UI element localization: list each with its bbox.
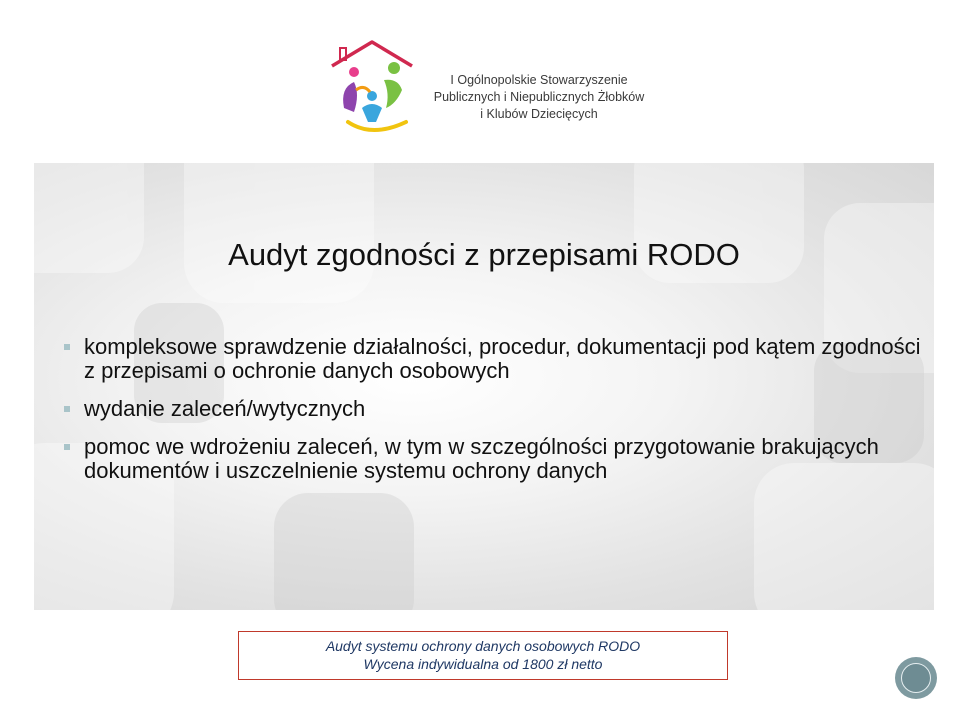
bullet-list (62, 335, 922, 497)
bullet-item (62, 397, 922, 421)
bullet-square-icon (64, 444, 70, 450)
bullet-square-icon (64, 406, 70, 412)
price-box (238, 631, 728, 680)
navigation-circle-inner (901, 663, 931, 693)
price-line-2: Wycena indywidualna od 1800 zł netto (363, 656, 603, 672)
association-logo (326, 38, 666, 138)
navigation-circle-icon[interactable] (895, 657, 937, 699)
bullet-text: pomoc we wdrożeniu zaleceń, w tym w szczególności przygotowanie brakujących dokumentów i uszczelnienie systemu ochrony danych (84, 434, 879, 483)
bullet-item (62, 335, 922, 383)
bullet-square-icon (64, 344, 70, 350)
logo-text (414, 72, 664, 123)
bullet-text: wydanie zaleceń/wytycznych (84, 396, 366, 421)
content-panel (34, 163, 934, 610)
price-line-1: Audyt systemu ochrony danych osobowych RODO (325, 638, 641, 654)
slide-title: Audyt zgodności z przepisami RODO (228, 237, 740, 272)
logo-line-2: Publicznych i Niepublicznych Żłobków (433, 90, 645, 104)
bullet-item (62, 435, 922, 483)
logo-line-3: i Klubów Dziecięcych (480, 107, 598, 121)
logo-line-1: I Ogólnopolskie Stowarzyszenie (450, 73, 628, 87)
bullet-text: kompleksowe sprawdzenie działalności, procedur, dokumentacji pod kątem zgodności z przepisami o ochronie danych osobowych (84, 334, 921, 383)
logo-mark-icon (326, 38, 416, 138)
